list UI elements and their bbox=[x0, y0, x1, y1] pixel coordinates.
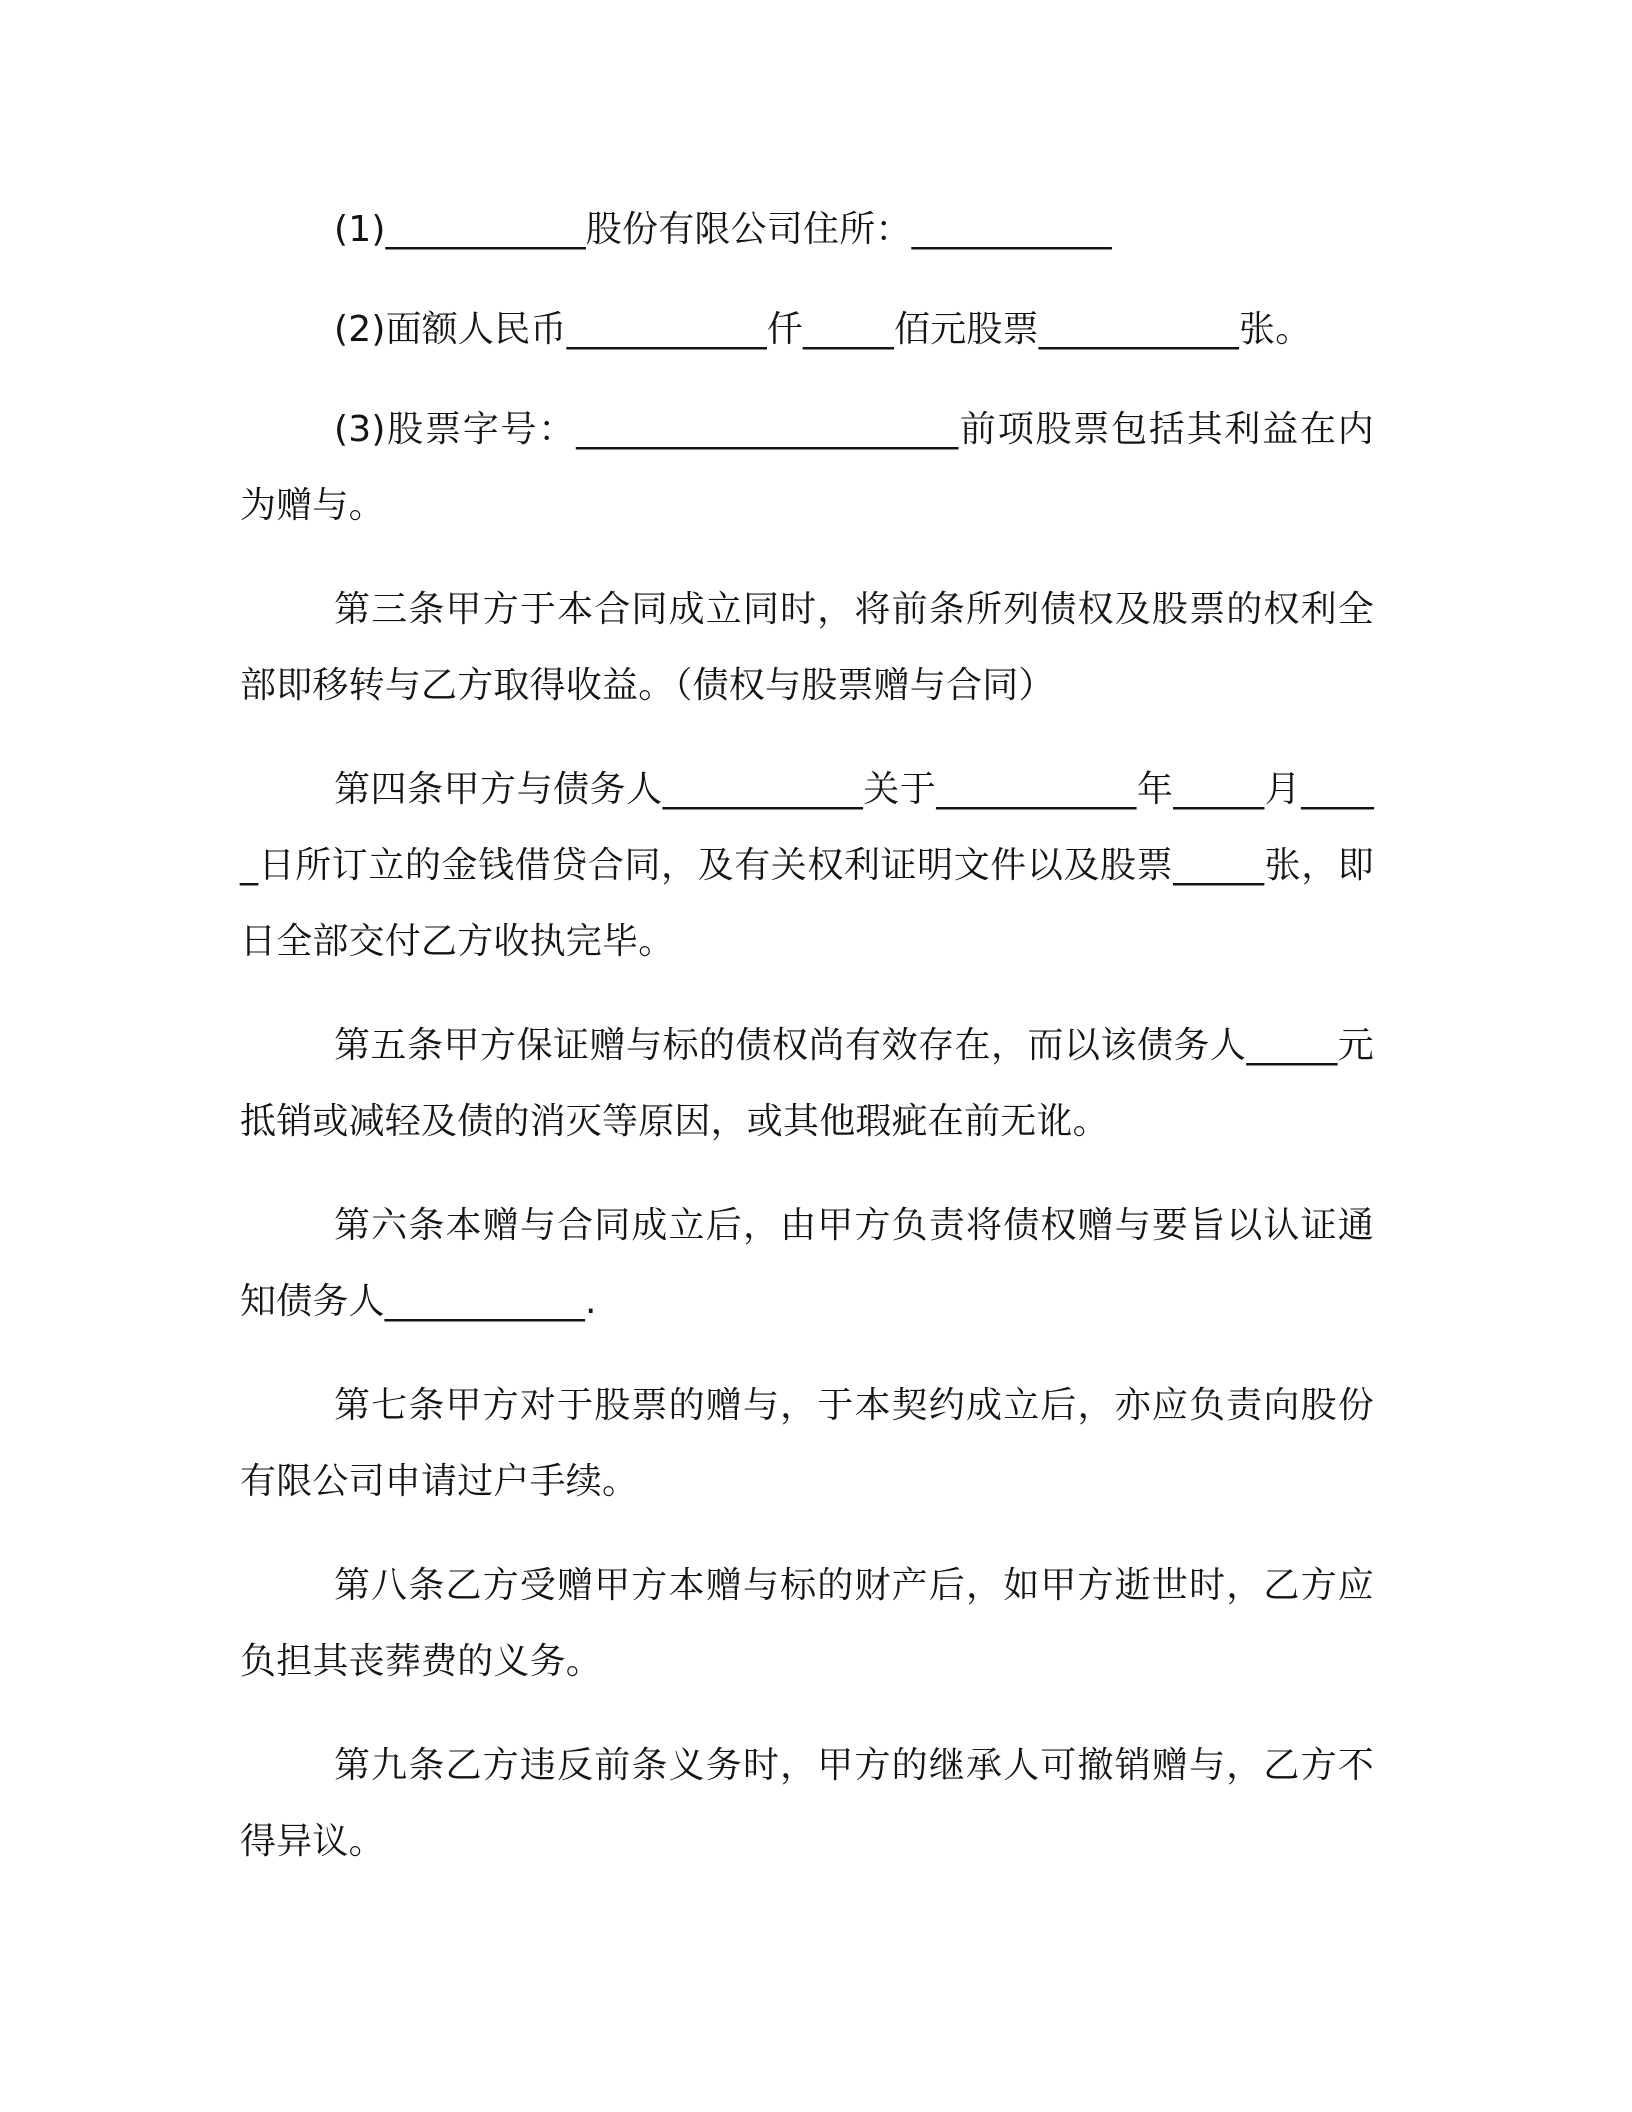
clause-item-2: (2)面额人民币___________仟_____佰元股票___________张。 bbox=[334, 309, 1312, 350]
article-7: 第七条甲方对于股票的赠与，于本契约成立后，亦应负责向股份有限公司申请过户手续。 bbox=[240, 1385, 1374, 1502]
article-3: 第三条甲方于本合同成立同时，将前条所列债权及股票的权利全部即移转与乙方取得收益。（债权与股票赠与合同） bbox=[240, 589, 1374, 706]
article-5: 第五条甲方保证赠与标的债权尚有效存在，而以该债务人_____元抵销或减轻及债的消灭等原因，或其他瑕疵在前无讹。 bbox=[240, 1025, 1374, 1142]
clause-item-3: (3)股票字号：_____________________前项股票包括其利益在内为赠与。 bbox=[240, 409, 1374, 526]
article-9: 第九条乙方违反前条义务时，甲方的继承人可撤销赠与，乙方不得异议。 bbox=[240, 1745, 1374, 1862]
article-6: 第六条本赠与合同成立后，由甲方负责将债权赠与要旨以认证通知债务人___________. bbox=[240, 1205, 1374, 1322]
document-body bbox=[240, 192, 1374, 1880]
clause-item-1: (1)___________股份有限公司住所：___________ bbox=[334, 209, 1112, 250]
article-8: 第八条乙方受赠甲方本赠与标的财产后，如甲方逝世时，乙方应负担其丧葬费的义务。 bbox=[240, 1565, 1374, 1682]
article-4: 第四条甲方与债务人___________关于___________年_____月_____日所订立的金钱借贷合同，及有关权利证明文件以及股票_____张，即日全部交付乙方收执完毕。 bbox=[240, 769, 1374, 962]
